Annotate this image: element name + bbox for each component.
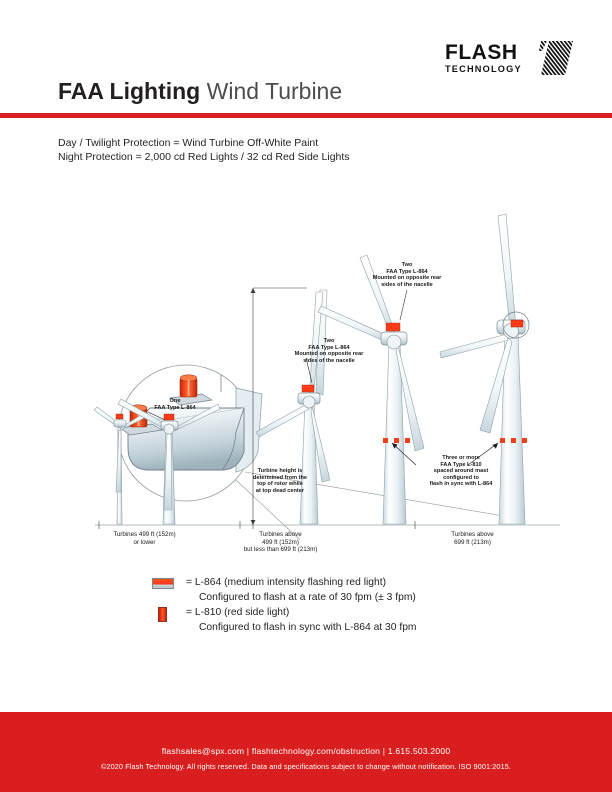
callout-three-l810 bbox=[406, 455, 516, 488]
footer-contact: flashsales@spx.com | flashtechnology.com/obstruction | 1.615.503.2000 bbox=[161, 746, 451, 756]
callout-one-l864-line-1: FAA Type L-864 bbox=[154, 404, 196, 411]
callout-two-l864-tall-line-2: Mounted on opposite rear bbox=[372, 275, 442, 282]
legend-item-l864 bbox=[152, 576, 552, 591]
header-accent-rule bbox=[0, 113, 612, 118]
callout-two-l864-tall-line-3: sides of the nacelle bbox=[381, 281, 433, 288]
subtitle-line-2: Night Protection = 2,000 cd Red Lights / 32 cd Red Side Lights bbox=[58, 151, 350, 163]
baseline-label-medium-line-0: Turbines above bbox=[259, 531, 302, 538]
baseline-label-medium-line-2: but less than 699 ft (213m) bbox=[243, 546, 318, 554]
callout-two-l864-mid bbox=[270, 338, 388, 364]
callout-two-l864-tall-line-0: Two bbox=[401, 262, 413, 268]
callout-two-l864-tall bbox=[348, 262, 466, 288]
callout-turbine-height-line-0: Turbine height is bbox=[257, 468, 303, 474]
subtitle-block bbox=[58, 136, 350, 164]
brand-logo bbox=[445, 40, 575, 80]
logo-sub-text: TECHNOLOGY bbox=[445, 64, 522, 74]
baseline-label-short bbox=[52, 531, 237, 546]
callout-two-l864-mid-line-3: sides of the nacelle bbox=[303, 357, 355, 364]
legend-item-l864-sub-label: Configured to flash at a rate of 30 fpm (± 3 fpm) bbox=[199, 592, 416, 603]
l810-side-light-icon bbox=[158, 607, 167, 622]
callout-three-l810-line-0: Three or more bbox=[442, 455, 480, 461]
subtitle-line-1: Day / Twilight Protection = Wind Turbine Off-White Paint bbox=[58, 137, 319, 149]
page-title-light: Wind Turbine bbox=[206, 78, 343, 104]
l864-beacon-medium bbox=[302, 385, 314, 392]
baseline-label-medium bbox=[213, 531, 348, 554]
l864-beacon-tall bbox=[511, 320, 523, 327]
callout-turbine-height-line-3: at top dead center bbox=[255, 487, 305, 494]
baseline-label-tall-line-0: Turbines above bbox=[451, 531, 494, 538]
l810-side-lights-tall bbox=[500, 438, 527, 443]
page-footer bbox=[0, 722, 612, 792]
l864-beacon-short bbox=[164, 414, 174, 420]
callout-two-l864-mid-line-2: Mounted on opposite rear bbox=[294, 351, 364, 358]
callout-two-l864-mid-line-0: Two bbox=[323, 338, 335, 344]
baseline-label-tall-line-1: 699 ft (213m) bbox=[454, 538, 491, 546]
legend bbox=[152, 576, 552, 636]
wind-turbine-diagram bbox=[0, 180, 612, 560]
legend-item-l810-label: = L-810 (red side light) bbox=[186, 607, 290, 618]
l864-beacon-icon bbox=[152, 578, 174, 589]
footer-accent-band bbox=[0, 712, 612, 722]
page-title-bold: FAA Lighting bbox=[58, 78, 201, 104]
legend-item-l864-label: = L-864 (medium intensity flashing red light) bbox=[186, 577, 387, 588]
callout-two-l864-tall-line-1: FAA Type L-864 bbox=[386, 268, 428, 275]
callout-one-l864-line-0: One bbox=[169, 398, 181, 404]
baseline-label-tall bbox=[410, 531, 535, 546]
callout-two-l864-mid-line-1: FAA Type L-864 bbox=[308, 344, 350, 351]
callout-turbine-height-line-2: top of rotor while bbox=[257, 481, 303, 488]
l864-beacon-medium-right bbox=[386, 323, 400, 331]
callout-turbine-height bbox=[224, 468, 336, 494]
logo-brand-text: FLASH bbox=[445, 41, 518, 64]
legend-item-l810 bbox=[152, 606, 552, 621]
l810-side-lights-medium-right bbox=[383, 438, 410, 443]
callout-one-l864 bbox=[120, 398, 230, 411]
legend-item-l810-sub-label: Configured to flash in sync with L-864 at 30 fpm bbox=[199, 622, 417, 633]
logo-wordmark bbox=[445, 42, 522, 75]
callout-three-l810-line-4: flash in sync with L-864 bbox=[429, 481, 493, 488]
callout-three-l810-line-2: spaced around mast bbox=[433, 468, 489, 475]
legend-item-l810-sub bbox=[152, 621, 552, 636]
page-title bbox=[58, 77, 342, 105]
turbine-illustration bbox=[0, 180, 612, 560]
callout-three-l810-line-1: FAA Type L-810 bbox=[440, 461, 482, 468]
hatched-diagonal-mark-icon bbox=[539, 40, 575, 76]
callout-three-l810-line-3: configured to bbox=[443, 474, 479, 481]
baseline-label-medium-line-1: 499 ft (152m) bbox=[262, 538, 299, 546]
baseline-label-short-line-0: Turbines 499 ft (152m) bbox=[113, 531, 176, 538]
legend-item-l864-sub bbox=[152, 591, 552, 606]
footer-legal: ©2020 Flash Technology. All rights reserved. Data and specifications subject to change without notification. ISO 9001:2015. bbox=[100, 762, 512, 771]
callout-turbine-height-line-1: determined from the bbox=[252, 474, 308, 481]
baseline-label-short-line-1: or lower bbox=[133, 538, 156, 546]
